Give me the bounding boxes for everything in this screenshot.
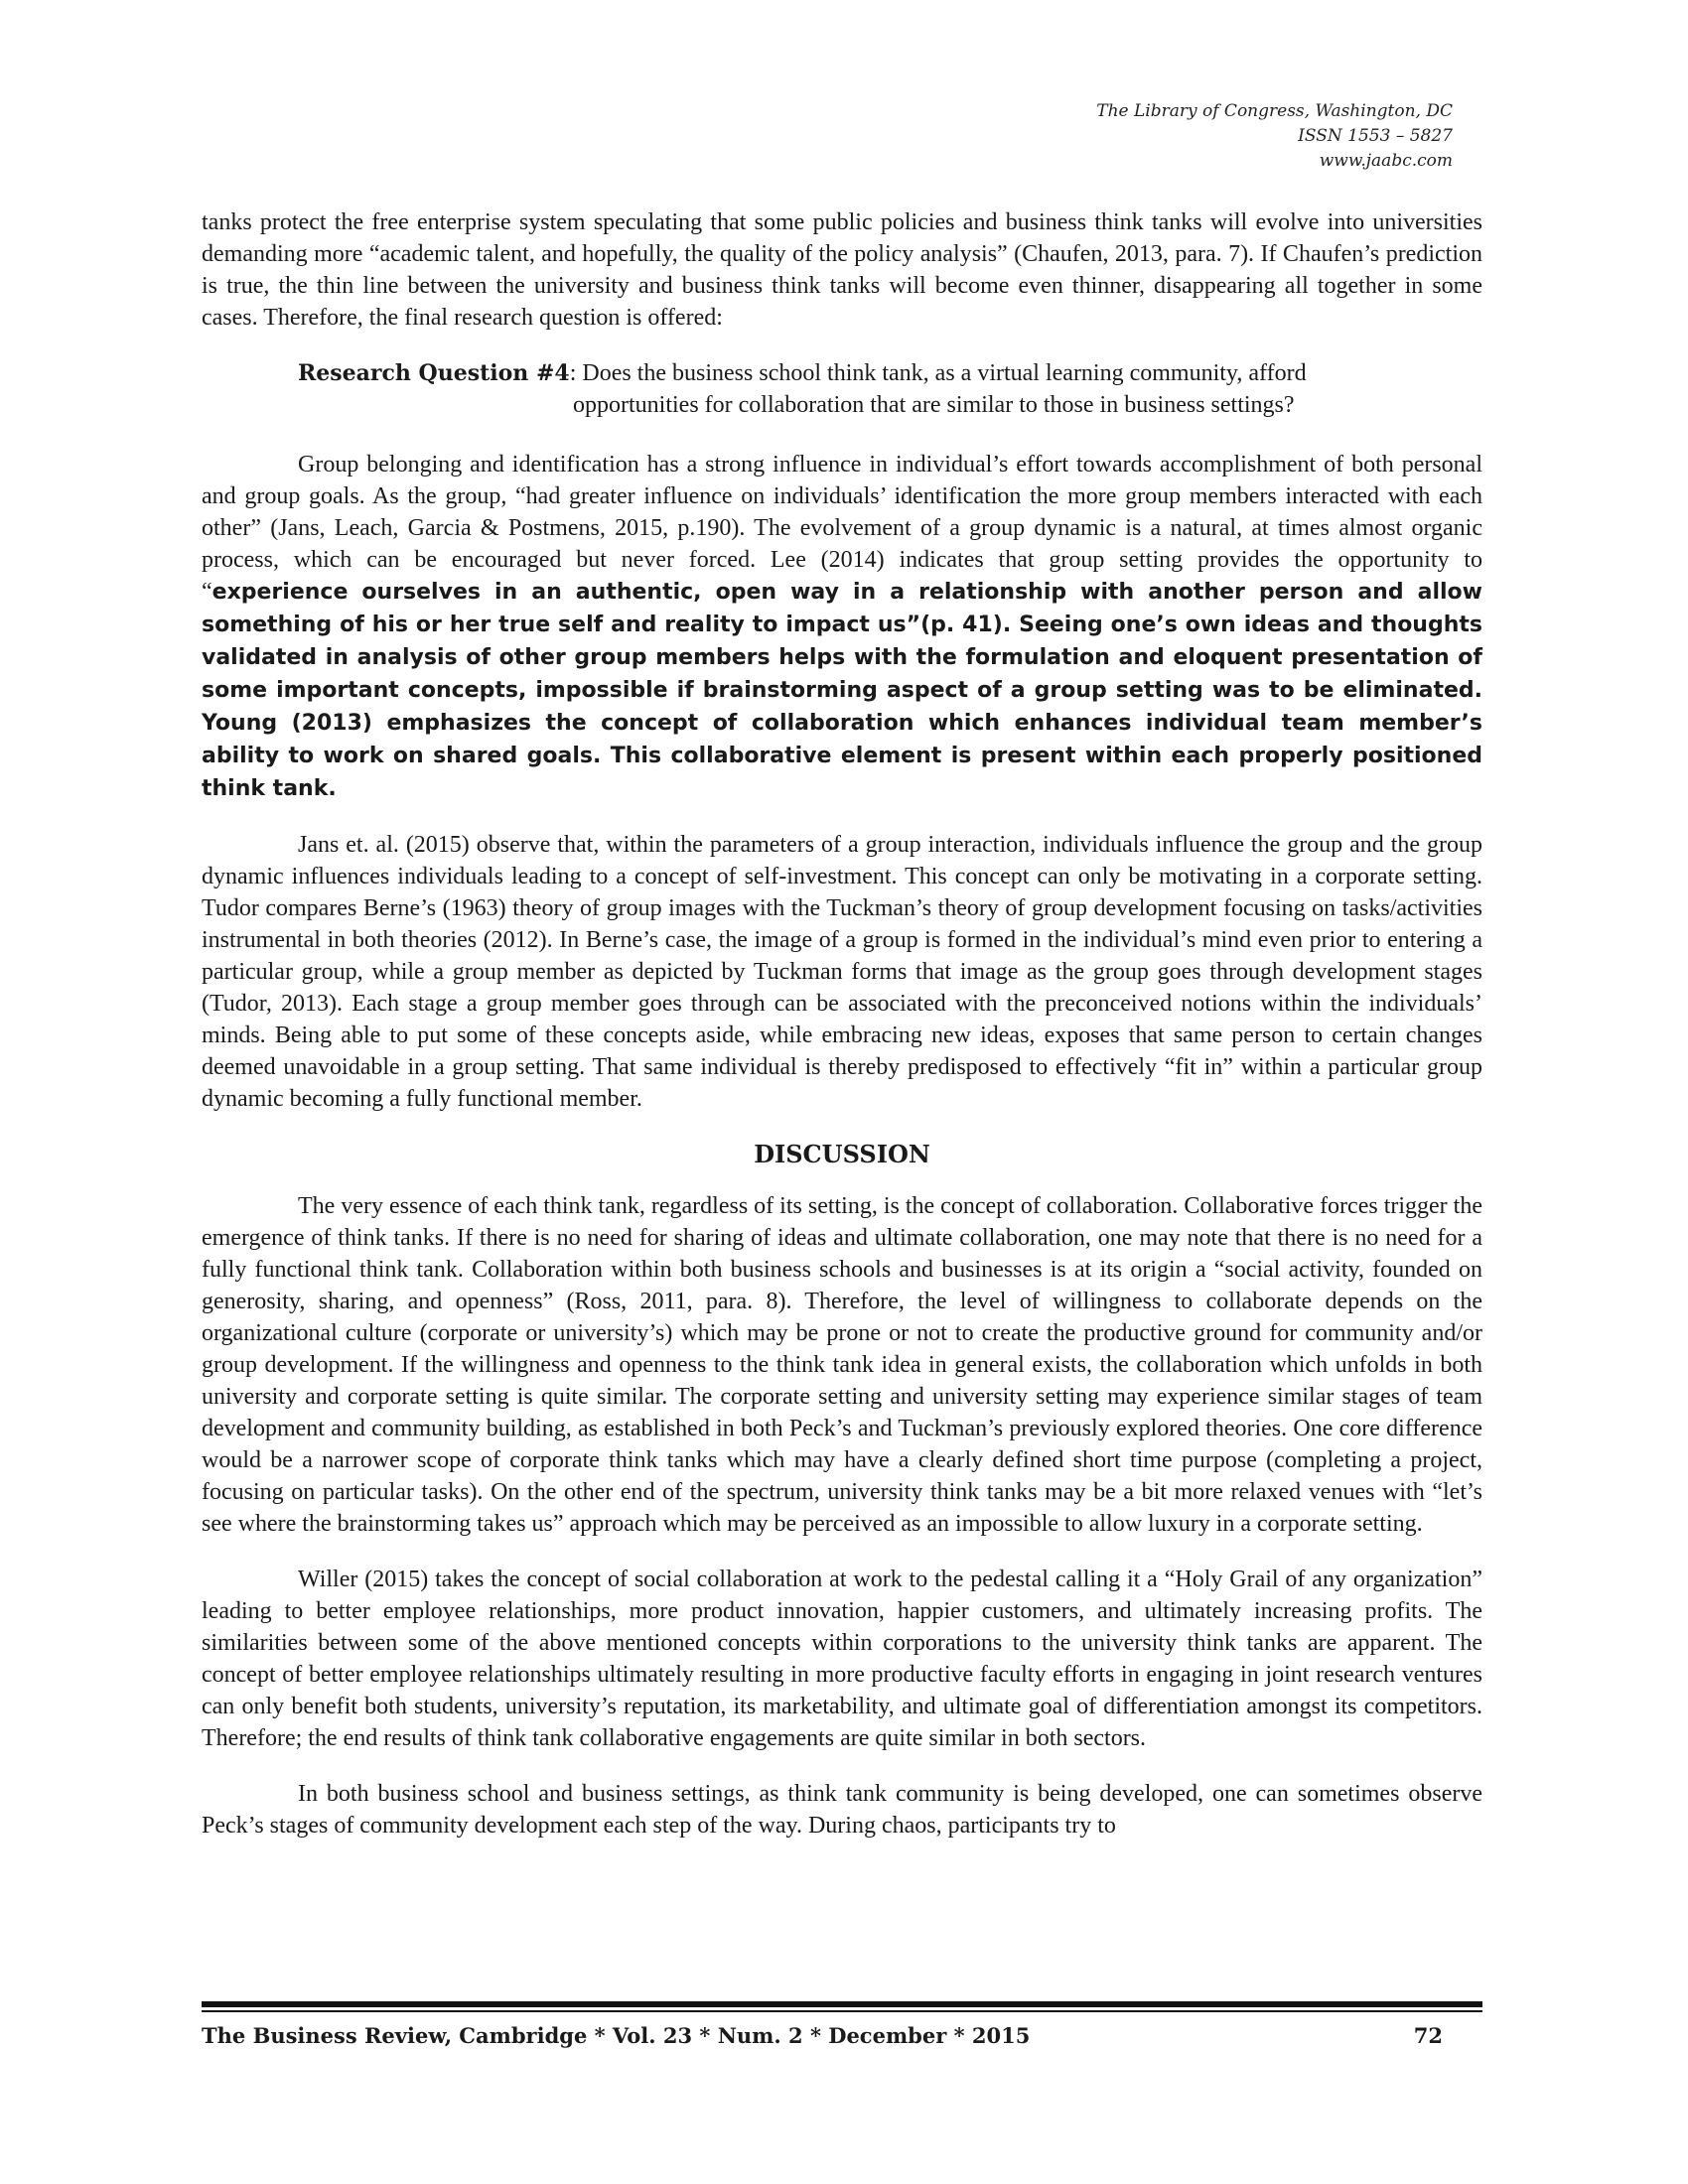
section-heading-discussion: DISCUSSION bbox=[754, 1140, 930, 1168]
paragraph-group-belonging-regular: Group belonging and identification has a strong influence in individual’s effort towards accomplishment of both personal and group goals. As the group, “had greater influence on individuals’ identification the more group members interacted with each other” (Jans, Leach, Garcia & Postmens, 2015, p.190). The evolvement of a group dynamic is a natural, at times almost organic process, which can be encouraged but never forced. Lee (2014) indicates that group setting provides the opportunity to “ bbox=[202, 452, 1482, 605]
research-question-4 bbox=[202, 357, 1482, 421]
running-header bbox=[1096, 99, 1453, 174]
research-question-label: Research Question #4 bbox=[298, 360, 570, 386]
page-number: 72 bbox=[1413, 2023, 1443, 2048]
footer-rule-thin bbox=[202, 2010, 1482, 2012]
paragraph-peck: In both business school and business settings, as think tank community is being developed, one can sometimes observe Peck’s stages of community development each step of the way. During chaos, participants try to bbox=[202, 1781, 1482, 1839]
header-issn: ISSN 1553 – 5827 bbox=[1298, 126, 1453, 146]
footer-rule-thick bbox=[202, 2001, 1482, 2007]
article-body bbox=[202, 206, 1482, 1865]
research-question-line-1 bbox=[298, 357, 1482, 389]
paragraph-group-belonging bbox=[202, 449, 1482, 805]
header-website: www.jaabc.com bbox=[1319, 151, 1453, 171]
footer-journal-citation: The Business Review, Cambridge * Vol. 23 * Num. 2 * December * 2015 bbox=[202, 2023, 1031, 2048]
paragraph-essence: The very essence of each think tank, regardless of its setting, is the concept of collaboration. Collaborative forces trigger the emergence of think tanks. If there is no need for sharing of ideas and ultimate collaboration, one may note that there is no need for a fully functional think tank. Collaboration within both business schools and businesses is at its origin a “social activity, founded on generosity, sharing, and openness” (Ross, 2011, para. 8). Therefore, the level of willingness to collaborate depends on the organizational culture (corporate or university’s) which may be prone or not to create the productive ground for community and/or group development. If the willingness and openness to the think tank idea in general exists, the collaboration which unfolds in both university and corporate setting is quite similar. The corporate setting and university setting may experience similar stages of team development and community building, as established in both Peck’s and Tuckman’s previously explored theories. One core difference would be a narrower scope of corporate think tanks which may have a clearly defined short time purpose (completing a project, focusing on particular tasks). On the other end of the spectrum, university think tanks may be a bit more relaxed venues with “let’s see where the brainstorming takes us” approach which may be perceived as an impossible to allow luxury in a corporate setting. bbox=[202, 1193, 1482, 1537]
research-question-colon: : bbox=[569, 360, 577, 386]
research-question-text-1: Does the business school think tank, as a virtual learning community, afford bbox=[576, 360, 1307, 386]
research-question-text-2: opportunities for collaboration that are similar to those in business settings? bbox=[573, 392, 1295, 418]
paragraph-continued: tanks protect the free enterprise system speculating that some public policies and business think tanks will evolve into universities demanding more “academic talent, and hopefully, the quality of the policy analysis” (Chaufen, 2013, para. 7). If Chaufen’s prediction is true, the thin line between the university and business think tanks will become even thinner, disappearing all together in some cases. Therefore, the final research question is offered: bbox=[202, 209, 1482, 331]
paragraph-group-belonging-bold: experience ourselves in an authentic, open way in a relationship with another person and allow something of his or her true self and reality to impact us”(p. 41). Seeing one’s own ideas and thoughts validated in analysis of other group members helps with the formulation and eloquent presentation of some important concepts, impossible if brainstorming aspect of a group setting was to be eliminated. Young (2013) emphasizes the concept of collaboration which enhances individual team member’s ability to work on shared goals. This collaborative element is present within each properly positioned think tank. bbox=[202, 580, 1482, 801]
paragraph-jans: Jans et. al. (2015) observe that, within the parameters of a group interaction, individuals influence the group and the group dynamic influences individuals leading to a concept of self-investment. This concept can only be motivating in a corporate setting. Tudor compares Berne’s (1963) theory of group images with the Tuckman’s theory of group development focusing on tasks/activities instrumental in both theories (2012). In Berne’s case, the image of a group is formed in the individual’s mind even prior to entering a particular group, while a group member as depicted by Tuckman forms that image as the group goes through development stages (Tudor, 2013). Each stage a group member goes through can be associated with the preconceived notions within the individuals’ minds. Being able to put some of these concepts aside, while embracing new ideas, exposes that same person to certain changes deemed unavoidable in a group setting. That same individual is thereby predisposed to effectively “fit in” within a particular group dynamic becoming a fully functional member. bbox=[202, 832, 1482, 1112]
paragraph-willer: Willer (2015) takes the concept of social collaboration at work to the pedestal calling it a “Holy Grail of any organization” leading to better employee relationships, more product innovation, happier customers, and ultimately increasing profits. The similarities between some of the above mentioned concepts within corporations to the university think tanks are apparent. The concept of better employee relationships ultimately resulting in more productive faculty efforts in engaging in joint research ventures can only benefit both students, university’s reputation, its marketability, and ultimate goal of differentiation amongst its competitors. Therefore; the end results of think tank collaborative engagements are quite similar in both sectors. bbox=[202, 1567, 1482, 1751]
header-publisher: The Library of Congress, Washington, DC bbox=[1096, 101, 1453, 121]
